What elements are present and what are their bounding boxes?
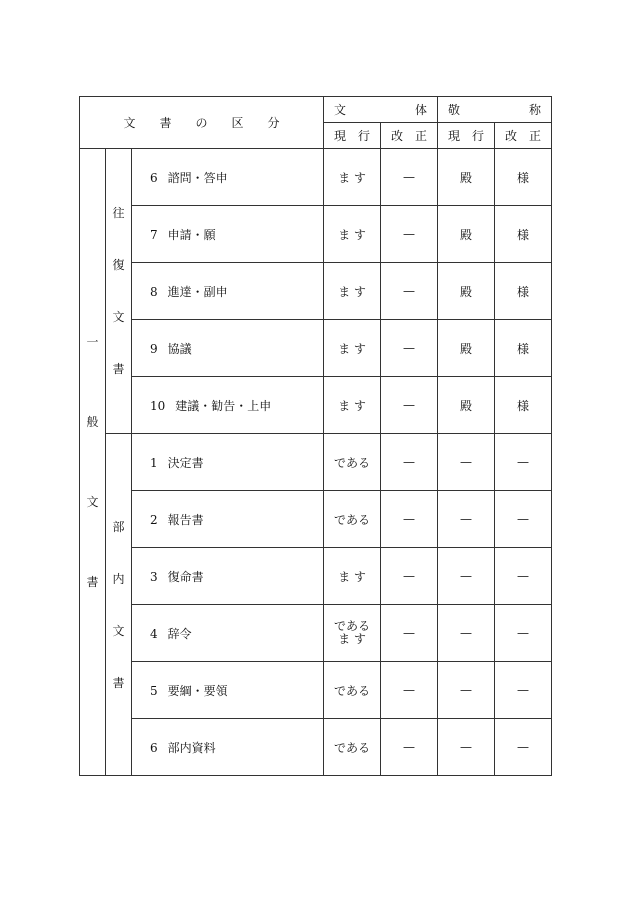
header-category-char: 区 [231, 116, 244, 130]
keisho-kaisei: — [495, 491, 552, 548]
row-name: 決定書 [167, 455, 204, 470]
group-char: 書 [112, 675, 125, 690]
document-type [132, 206, 324, 263]
header-genko-char: 行 [357, 129, 370, 143]
row-name: 要綱・要領 [167, 683, 228, 698]
buntai-kaisei: — [381, 434, 438, 491]
buntai-genko: ま す [324, 548, 381, 605]
row-name: 協議 [167, 341, 192, 356]
table-row [80, 605, 552, 662]
keisho-genko: — [438, 662, 495, 719]
document-type [132, 320, 324, 377]
row-number: 8 [150, 284, 158, 299]
keisho-kaisei: — [495, 605, 552, 662]
keisho-kaisei: 様 [495, 320, 552, 377]
keisho-kaisei: 様 [495, 377, 552, 434]
keisho-genko: 殿 [438, 206, 495, 263]
header-category-char: の [195, 116, 208, 130]
group-char: 書 [86, 575, 99, 589]
row-number: 3 [150, 569, 158, 584]
row-name: 部内資料 [167, 740, 216, 755]
header-category [80, 97, 324, 149]
buntai-genko: である [324, 662, 381, 719]
group-label-bunai [106, 434, 132, 776]
keisho-genko: — [438, 605, 495, 662]
group-char: 一 [86, 335, 99, 349]
group-char: 内 [112, 571, 125, 586]
header-row-1 [80, 97, 552, 123]
row-number: 6 [150, 170, 158, 185]
group-char: 部 [112, 519, 125, 534]
header-genko-char: 現 [448, 129, 461, 143]
header-category-char: 書 [159, 116, 172, 130]
header-buntai-kaisei [381, 123, 438, 149]
group-label-ippan [80, 149, 106, 776]
header-genko-char: 行 [471, 129, 484, 143]
document-type [132, 719, 324, 776]
buntai-genko: である [324, 719, 381, 776]
table-row [80, 320, 552, 377]
table-row [80, 434, 552, 491]
keisho-kaisei: 様 [495, 263, 552, 320]
table-row [80, 149, 552, 206]
table-row [80, 263, 552, 320]
keisho-genko: 殿 [438, 149, 495, 206]
document-type [132, 149, 324, 206]
document-type [132, 434, 324, 491]
keisho-kaisei: — [495, 548, 552, 605]
row-name: 進達・副申 [167, 284, 228, 299]
keisho-genko: 殿 [438, 320, 495, 377]
group-char: 文 [86, 495, 99, 509]
row-number: 5 [150, 683, 158, 698]
group-char: 復 [112, 258, 125, 272]
buntai-kaisei: — [381, 320, 438, 377]
group-char: 文 [112, 623, 125, 638]
keisho-genko: — [438, 548, 495, 605]
buntai-genko-line: ま す [338, 632, 366, 646]
header-buntai-char: 文 [334, 103, 347, 117]
header-kaisei-char: 正 [528, 129, 541, 143]
header-keisho-kaisei [495, 123, 552, 149]
table-row [80, 548, 552, 605]
buntai-genko [324, 605, 381, 662]
row-number: 9 [150, 341, 158, 356]
table-row [80, 491, 552, 548]
buntai-kaisei: — [381, 662, 438, 719]
table-row [80, 662, 552, 719]
table-row [80, 719, 552, 776]
row-name: 辞令 [167, 626, 192, 641]
keisho-kaisei: 様 [495, 206, 552, 263]
buntai-genko: ま す [324, 377, 381, 434]
row-name: 建議・勧告・上申 [175, 398, 272, 413]
document-type [132, 491, 324, 548]
buntai-kaisei: — [381, 149, 438, 206]
keisho-kaisei: — [495, 434, 552, 491]
header-keisho [438, 97, 552, 123]
header-keisho-char: 称 [528, 103, 541, 117]
row-name: 諮問・答申 [167, 170, 228, 185]
document-type [132, 662, 324, 719]
group-label-ofuku [106, 149, 132, 434]
row-number: 7 [150, 227, 158, 242]
header-keisho-char: 敬 [448, 103, 461, 117]
buntai-kaisei: — [381, 719, 438, 776]
header-buntai-char: 体 [414, 103, 427, 117]
document-type [132, 605, 324, 662]
group-char: 往 [112, 206, 125, 220]
table-row [80, 206, 552, 263]
header-kaisei-char: 改 [391, 129, 404, 143]
buntai-genko-line: である [333, 619, 370, 633]
document-type [132, 263, 324, 320]
document-classification-table [79, 96, 552, 776]
table-row [80, 377, 552, 434]
keisho-genko: — [438, 434, 495, 491]
row-number: 4 [150, 626, 158, 641]
buntai-kaisei: — [381, 605, 438, 662]
row-number: 1 [150, 455, 158, 470]
header-kaisei-char: 正 [414, 129, 427, 143]
buntai-kaisei: — [381, 263, 438, 320]
buntai-kaisei: — [381, 548, 438, 605]
group-char: 書 [112, 362, 125, 376]
keisho-genko: 殿 [438, 377, 495, 434]
keisho-genko: 殿 [438, 263, 495, 320]
header-genko-char: 現 [334, 129, 347, 143]
row-number: 6 [150, 740, 158, 755]
buntai-kaisei: — [381, 491, 438, 548]
header-kaisei-char: 改 [505, 129, 518, 143]
row-name: 報告書 [167, 512, 204, 527]
keisho-kaisei: — [495, 719, 552, 776]
buntai-kaisei: — [381, 206, 438, 263]
row-number: 10 [150, 398, 166, 413]
row-name: 復命書 [167, 569, 204, 584]
buntai-genko: である [324, 434, 381, 491]
buntai-genko: ま す [324, 263, 381, 320]
buntai-genko: ま す [324, 206, 381, 263]
keisho-genko: — [438, 719, 495, 776]
buntai-genko: ま す [324, 149, 381, 206]
buntai-genko: である [324, 491, 381, 548]
group-char: 文 [112, 310, 125, 324]
header-category-char: 分 [267, 116, 280, 130]
keisho-kaisei: — [495, 662, 552, 719]
keisho-kaisei: 様 [495, 149, 552, 206]
header-category-char: 文 [123, 116, 136, 130]
header-buntai-genko [324, 123, 381, 149]
header-keisho-genko [438, 123, 495, 149]
document-type [132, 377, 324, 434]
buntai-genko: ま す [324, 320, 381, 377]
header-buntai [324, 97, 438, 123]
buntai-kaisei: — [381, 377, 438, 434]
row-number: 2 [150, 512, 158, 527]
group-char: 般 [86, 415, 99, 429]
document-type [132, 548, 324, 605]
row-name: 申請・願 [167, 227, 216, 242]
keisho-genko: — [438, 491, 495, 548]
